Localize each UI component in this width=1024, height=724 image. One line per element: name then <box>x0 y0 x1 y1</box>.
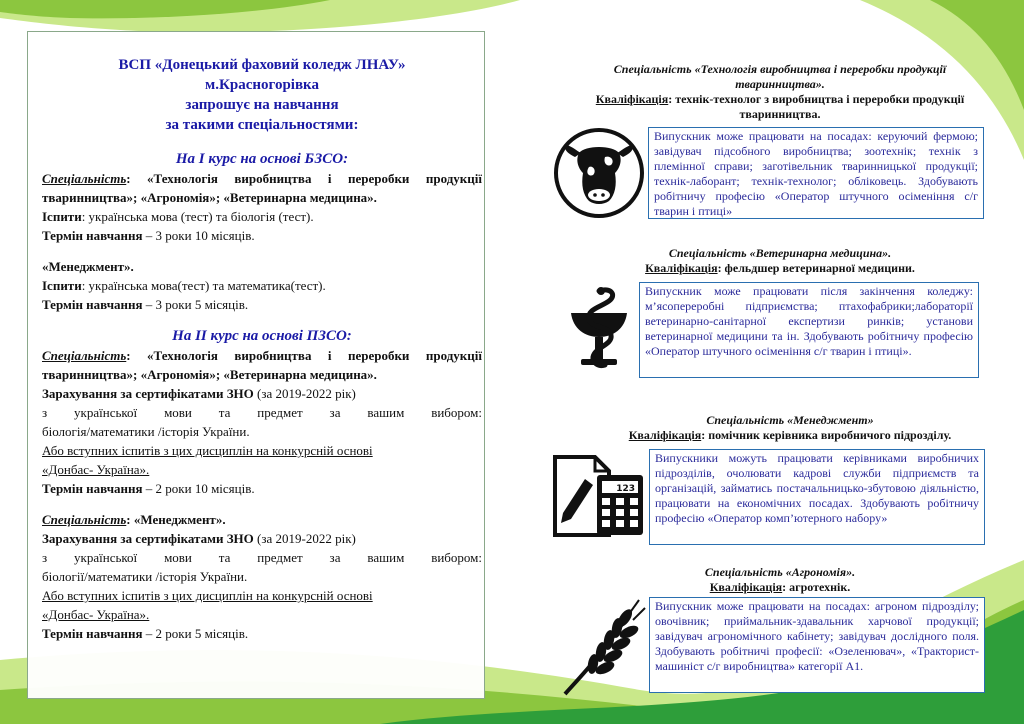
c1-term: Термін навчання – 3 роки 10 місяців. <box>42 228 255 243</box>
svg-text:123: 123 <box>616 484 635 494</box>
c2-zno-subjects-cont: біологія/математики /історія України. <box>42 424 250 439</box>
invitation-line: запрошує на навчання <box>185 97 339 113</box>
c1-exams: Іспити: українська мова (тест) та біологія (тест). <box>42 209 314 224</box>
c1b-specialty: «Менеджмент». <box>42 259 134 274</box>
c2b-specialty: Спеціальність: «Менеджмент». <box>42 512 226 527</box>
cow-icon <box>553 127 645 219</box>
bowl-of-hygieia-icon <box>565 283 633 375</box>
course2-title: На ІІ курс на основі ПЗСО: <box>172 328 352 344</box>
college-city: м.Красногорівка <box>205 77 319 93</box>
wheat-icon <box>559 598 649 698</box>
left-panel <box>42 55 482 643</box>
s2-title: Спеціальність «Ветеринарна медицина». Кваліфікація: фельдшер ветеринарної медицини. <box>645 246 915 275</box>
s3-title: Спеціальність «Менеджмент» Кваліфікація: помічник керівника виробничого підрозділу. <box>628 413 952 442</box>
c2-specialty-cont: тваринництва»; «Агрономія»; «Ветеринарна медицина». <box>42 367 377 382</box>
c2-term: Термін навчання – 2 роки 10 місяців. <box>42 481 255 496</box>
c2b-zno: Зарахування за сертифікатами ЗНО (за 2019-2022 рік) <box>42 531 356 546</box>
s1-title: Спеціальність «Технологія виробництва і переробки продукції тваринництва». Кваліфікація: технік-технолог з виробництва і переробки продукції тваринництва. <box>595 62 965 121</box>
c2-alternative-cont: «Донбас- Україна». <box>42 462 150 477</box>
c1b-exams: Іспити: українська мова(тест) та математика(тест). <box>42 278 326 293</box>
c2-zno-subjects: з української мови та предмет за вашим вибором: <box>42 405 482 420</box>
college-name: ВСП «Донецький фаховий коледж ЛНАУ» <box>118 57 406 73</box>
course1-title: На І курс на основі БЗСО: <box>175 151 349 167</box>
document-calculator-icon <box>551 453 647 539</box>
c2b-alternative: Або вступних іспитів з цих дисциплін на конкурсній основі <box>42 588 373 603</box>
c2-specialty: Спеціальність: «Технологія виробництва і переробки продукції <box>42 348 482 363</box>
c2-zno: Зарахування за сертифікатами ЗНО (за 2019-2022 рік) <box>42 386 356 401</box>
right-panel <box>545 0 1015 724</box>
c1-specialty-cont: тваринництва»; «Агрономія»; «Ветеринарна медицина». <box>42 190 377 205</box>
s3-description: Випускники можуть працювати керівниками виробничих підрозділів, очолювати кадрові служби підприємств та організацій, займатись постачальницько-збутовою діяльністю, працювати на економічних посадах. Здобувають робітничу професію «Оператор комп’ютерного набору» <box>649 449 985 545</box>
c1-specialty: Спеціальність: «Технологія виробництва і переробки продукції <box>42 171 482 186</box>
s1-description: Випускник може працювати на посадах: керуючий фермою; завідувач підсобного виробництва; зоотехнік; технік з племінної справи; заготівельник тваринницької продукції; технік-лаборант; технік-технолог; обліковець. Здобувають робітничу професію «Оператор штучного осіменіння с/г тварин і птиці» <box>648 127 984 219</box>
c2b-term: Термін навчання – 2 роки 5 місяців. <box>42 626 249 641</box>
s2-description: Випускник може працювати після закінчення коледжу: м’ясопереробні підприємства; птахофабрики;лабораторії ветеринарно-санітарної експертизи ринків; установи ветеринарної медицини та ін. Здобувають робітничу професію «Оператор штучного осіменіння с/г тварин і птиці». <box>639 282 979 378</box>
c1b-term: Термін навчання – 3 роки 5 місяців. <box>42 297 249 312</box>
c2b-zno-subjects-cont: біології/математики /історія України. <box>42 569 248 584</box>
s4-title: Спеціальність «Агрономія». Кваліфікація: агротехнік. <box>704 565 856 594</box>
specialties-line: за такими спеціальностями: <box>165 117 359 133</box>
c2b-alternative-cont: «Донбас- Україна». <box>42 607 150 622</box>
s4-description: Випускник може працювати на посадах: агроном підрозділу; овочівник; приймальник-здавальник харчової продукції; завідувач агрономічного кабінету; завідувач дослідного поля. Здобувають робітничі професії: «Озеленювач», «Тракторист-машиніст с/г виробництва» категорії А1. <box>649 597 985 693</box>
c2b-zno-subjects: з української мови та предмет за вашим вибором: <box>42 550 482 565</box>
c2-alternative: Або вступних іспитів з цих дисциплін на конкурсній основі <box>42 443 373 458</box>
